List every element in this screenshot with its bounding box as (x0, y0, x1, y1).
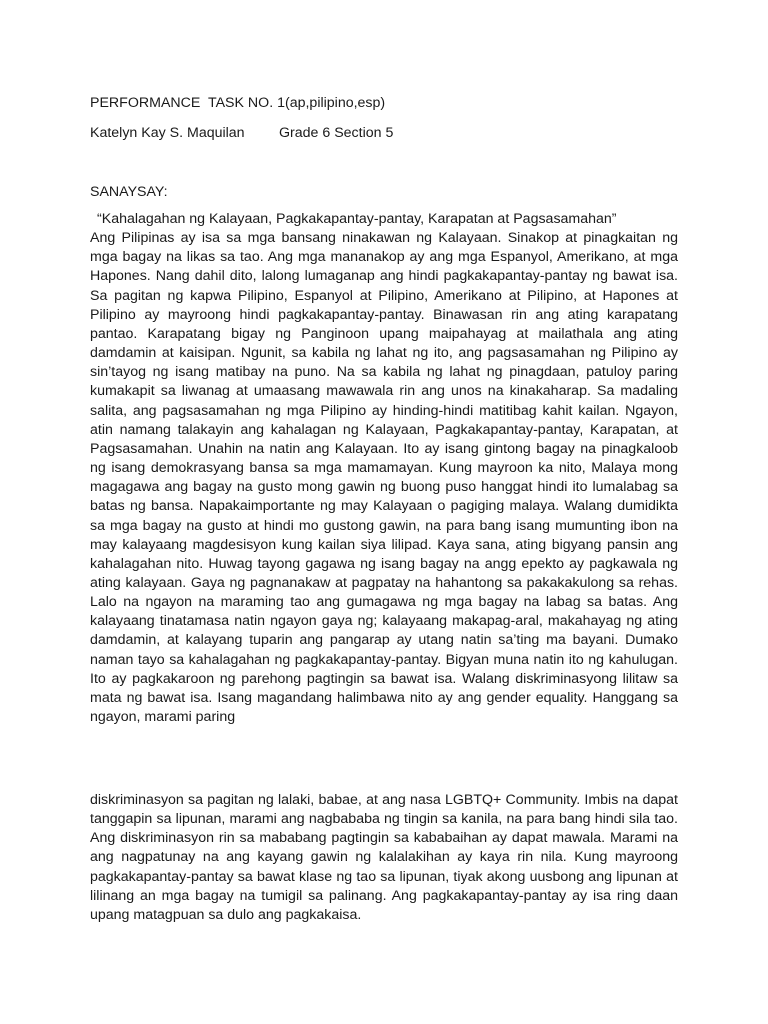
essay-title: “Kahalagahan ng Kalayaan, Pagkakapantay-pantay, Karapatan at Pagsasamahan” (97, 211, 617, 227)
section-label: SANAYSAY: (90, 184, 168, 200)
student-name: Katelyn Kay S. Maquilan (90, 125, 245, 141)
student-info-line (90, 124, 393, 142)
essay-paragraph: Ang Pilipinas ay isa sa mga bansang ninakawan ng Kalayaan. Sinakop at pinagkaitan ng mga bagay na likas sa tao. Ang mga mananakop ay ang mga Espanyol, Amerikano, at mga Hapones. Nang dahil dito, lalong lumaganap ang hindi pagkakapantay-pantay ng bawat isa. Sa pagitan ng kapwa Pilipino, Espanyol at Pilipino, Amerikano at Pilipino, at Hapones at Pilipino ay mayroong hindi pagkakapantay-pantay. Binawasan rin ang ating karapatang pantao. Karapatang bigay ng Panginoon upang maipahayag at mailathala ang ating damdamin at kaisipan. Ngunit, sa kabila ng lahat ng ito, ang pagsasamahan ng Pilipino ay sin’tayog ng isang matibay na puno. Na sa kabila ng lahat ng pinagdaan, patuloy paring kumakapit sa liwanag at umaasang mawawala rin ang unos na kinakaharap. Sa madaling salita, ang pagsasamahan ng mga Pilipino ay hinding-hindi matitibag kahit kailan. Ngayon, atin namang talakayin ang kahalagan ng Kalayaan, Pagkakapantay-pantay, Karapatan, at Pagsasamahan. Unahin na natin ang Kalayaan. Ito ay isang gintong bagay na pinagkaloob ng isang demokrasyang bansa sa mga mamamayan. Kung mayroon ka nito, Malaya mong magagawa ang bagay na gusto mong gawin ng buong puso hanggat hindi ito lumalabag sa batas ng bansa. Napakaimportante ng may Kalayaan o pagiging malaya. Walang dumidikta sa mga bagay na gusto at hindi mo gustong gawin, na para bang isang mumunting ibon na may kalayaang magdesisyon kung kailan siya lilipad. Kaya sana, ating bigyang pansin ang kahalagahan nito. Huwag tayong gagawa ng isang bagay na angg epekto ay pagkawala ng ating kalayaan. Gaya ng pagnanakaw at pagpatay na hahantong sa pakakakulong sa rehas. Lalo na ngayon na maraming tao ang gumagawa ng mga bagay na labag sa batas. Ang kalayaang tinatamasa natin ngayon gaya ng; kalayaang makapag-aral, makahayag ng ating damdamin, at kalayang tuparin ang pangarap ay utang natin sa’ting ma bayani. Dumako naman tayo sa kahalagahan ng pagkakapantay-pantay. Bigyan muna natin ito ng kahulugan. Ito ay pagkakaroon ng parehong pagtingin sa bawat isa. Walang diskriminasyong lilitaw sa mata ng bawat isa. Isang magandang halimbawa nito ay ang gender equality. Hanggang sa ngayon, marami paring (90, 230, 678, 726)
essay-body-part-1 (90, 210, 678, 727)
task-title: PERFORMANCE TASK NO. 1(ap,pilipino,esp) (90, 95, 386, 111)
grade-section: Grade 6 Section 5 (279, 125, 394, 141)
essay-body-part-2: diskriminasyon sa pagitan ng lalaki, babae, at ang nasa LGBTQ+ Community. Imbis na dapat tanggapin sa lipunan, marami ang nagbababa ng tingin sa kanila, na para bang hindi sila tao. Ang diskriminasyon rin sa mababang pagtingin sa kababaihan ay dapat mawala. Marami na ang nagpatunay na ang kayang gawin ng kalalakihan ay kaya rin nila. Kung mayroong pagkakapantay-pantay sa bawat klase ng tao sa lipunan, tiyak akong uusbong ang lipunan at lilinang an mga bagay na tumigil sa palinang. Ang pagkakapantay-pantay ay isa ring daan upang matagpuan sa dulo ang pagkakaisa. (90, 792, 678, 923)
